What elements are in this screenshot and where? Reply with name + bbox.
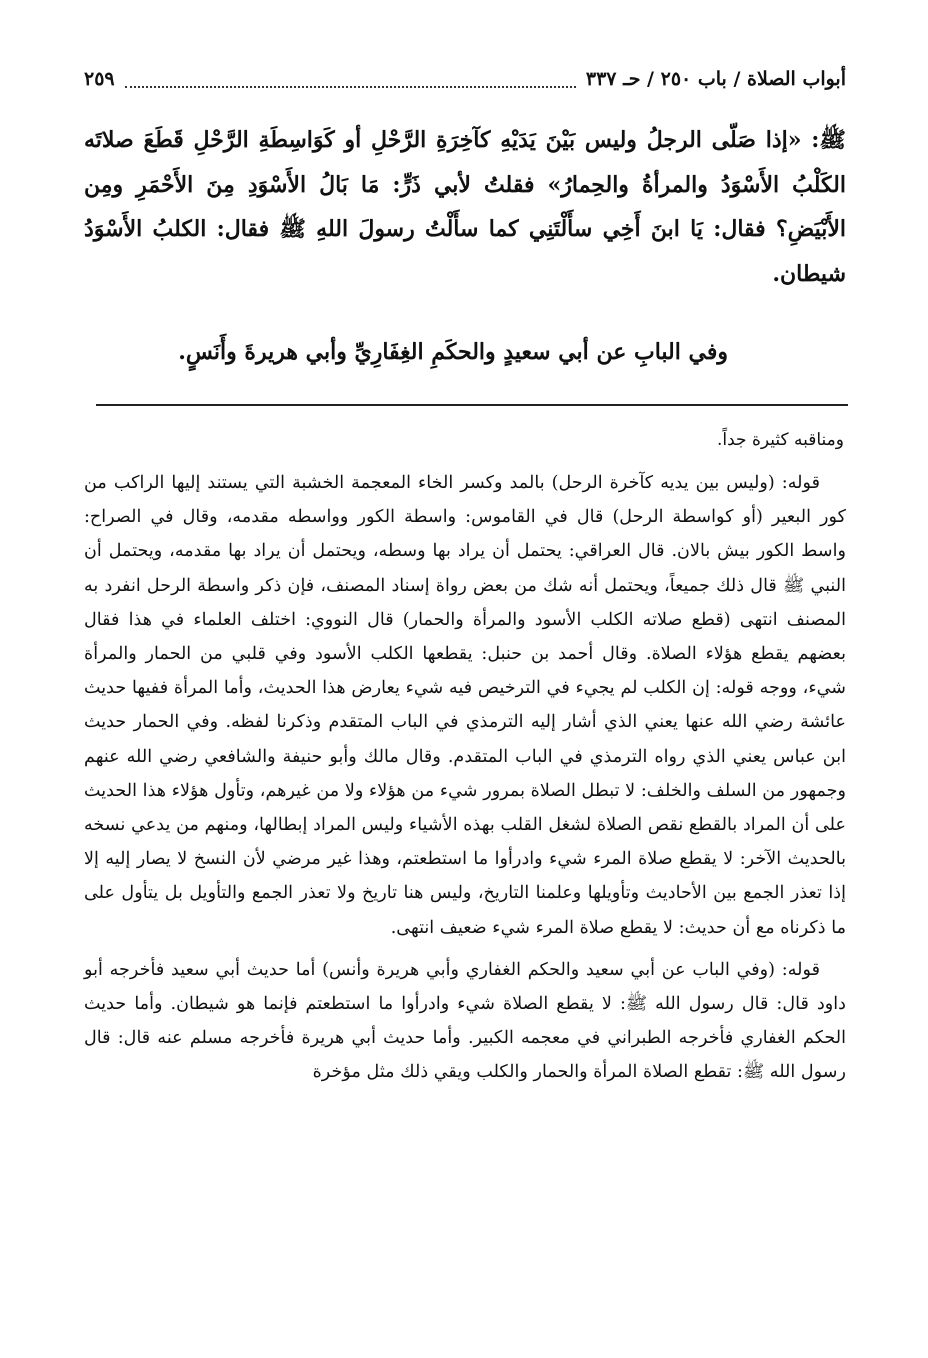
commentary-paragraph-2: قوله: (وفي الباب عن أبي سعيد والحكم الغفاري وأبي هريرة وأنس) أما حديث أبي سعيد فأخرجه أبو داود قال: قال رسول الله ﷺ: لا يقطع الصلاة شيء وادرأوا ما استطعتم فإنما هو شيطان. وأما حديث الحكم الغفاري فأخرجه الطبراني في معجمه الكبير. وأما حديث أبي هريرة فأخرجه مسلم عنه قال: قال رسول الله ﷺ: تقطع الصلاة المرأة والحمار والكلب ويقي ذلك مثل مؤخرة: [84, 959, 846, 1083]
page-number: ٢٥٩: [84, 68, 115, 90]
hadith-text: ﷺ: «إذا صَلّى الرجلُ وليس بَيْنَ يَدَيْهِ كآخِرَةِ الرَّحْلِ أو كَوَاسِطَةِ الرَّحْلِ قَطَعَ صلاتَه الكَلْبُ الأَسْوَدُ والمرأةُ والحِمارُ» فقلتُ لأبي ذَرٍّ: مَا بَالُ الأَسْوَدِ مِنَ الأَحْمَرِ ومِن الأَبْيَضِ؟ فقال: يَا ابنَ أَخِي سأَلْتَنِي كما سأَلْتُ رسولَ اللهِ ﷺ فقال: الكلبُ الأَسْوَدُ شيطان.: [84, 127, 846, 287]
footnote-divider: [96, 404, 848, 406]
running-title: أبواب الصلاة / باب ٢٥٠ / حـ ٣٣٧: [585, 68, 846, 90]
dotted-leader: [125, 70, 576, 88]
page-header: [84, 62, 846, 96]
commentary-paragraph-1: قوله: (وليس بين يديه كآخرة الرحل) بالمد وكسر الخاء المعجمة الخشبة التي يستند إليها الراكب من كور البعير (أو كواسطة الرحل) قال في القاموس: واسطة الكور وواسطه مقدمه، وقال في الصراح: واسط الكور بيش بالان. قال العراقي: يحتمل أن يراد بها وسطه، ويحتمل أن يراد بها مقدمه، ويحتمل أن النبي ﷺ قال ذلك جميعاً، ويحتمل أنه شك من بعض رواة إسناد المصنف، فإن ذكر واسطة الرحل انفرد به المصنف انتهى (قطع صلاته الكلب الأسود والمرأة والحمار) قال النووي: اختلف العلماء في هذا فقال بعضهم يقطع هؤلاء الصلاة. وقال أحمد بن حنبل: يقطعها الكلب الأسود وفي قلبي من الحمار والمرأة شيء، ووجه قوله: إن الكلب لم يجيء في الترخيص فيه شيء يعارض هذا الحديث، وأما المرأة ففيها حديث عائشة رضي الله عنها يعني الذي أشار إليه الترمذي في الباب المتقدم وذكرنا لفظه. وفي الحمار حديث ابن عباس يعني الذي رواه الترمذي في الباب المتقدم. وقال مالك وأبو حنيفة والشافعي رضي الله عنهم وجمهور من السلف والخلف: لا تبطل الصلاة بمرور شيء من هؤلاء ولا من غيرهم، وتأول هؤلاء هذا الحديث على أن المراد بالقطع نقص الصلاة لشغل القلب بهذه الأشياء وليس المراد إبطالها، ومنهم من يدعي نسخه بالحديث الآخر: لا يقطع صلاة المرء شيء وادرأوا ما استطعتم، وهذا غير مرضي لأن النسخ لا يصار إليه إلا إذا تعذر الجمع بين الأحاديث وتأويلها وعلمنا التاريخ، وليس هنا تاريخ ولا تعذر الجمع والتأويل بل يتأول على ما ذكرناه مع أن حديث: لا يقطع صلاة المرء شيء ضعيف انتهى.: [84, 473, 847, 938]
commentary: [84, 466, 846, 1090]
footnote-tail: ومناقبه كثيرة جداً.: [716, 430, 844, 450]
bab-note: وفي البابِ عن أبي سعيدٍ والحكَمِ الغِفَارِيِّ وأبي هريرةَ وأَنَسٍ.: [178, 339, 728, 365]
